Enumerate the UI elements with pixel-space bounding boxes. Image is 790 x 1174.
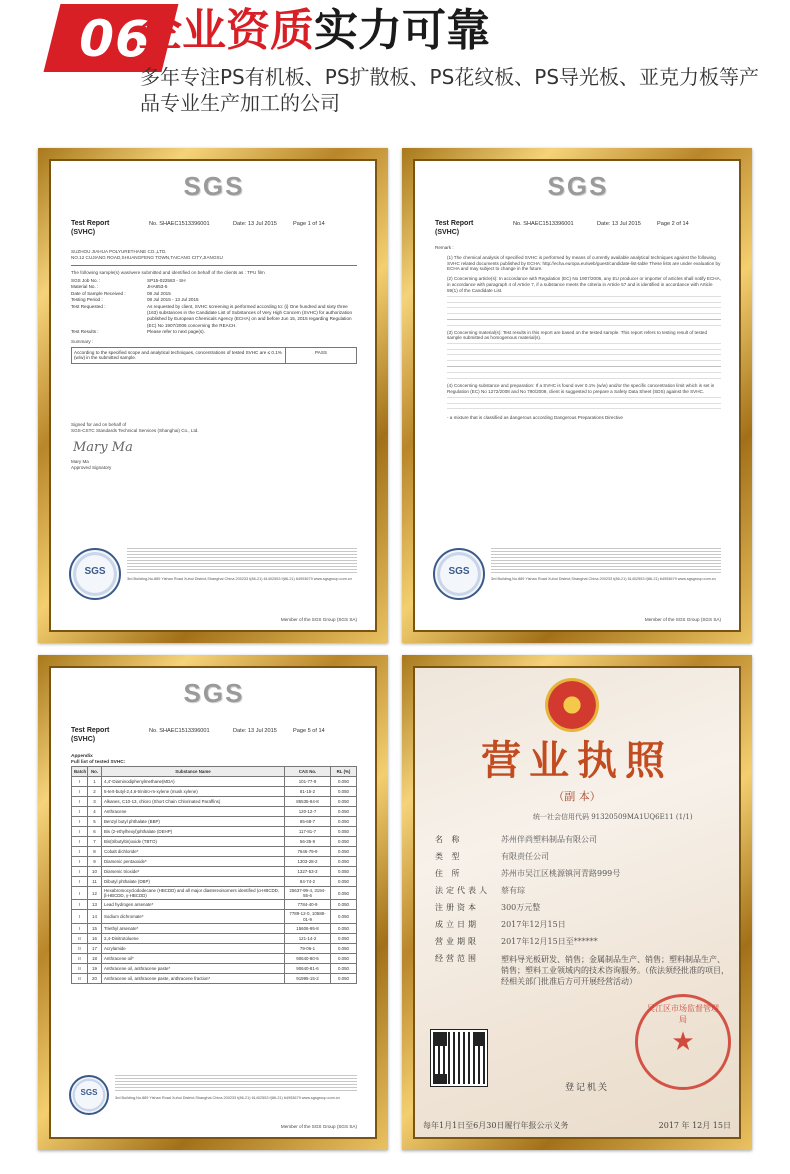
report-page: Page 2 of 14 [657,221,689,227]
license-footer [423,1120,731,1131]
report-field-label: Date of Sample Received : [71,290,126,296]
report-page: Page 5 of 14 [293,728,325,734]
summary-label: Summary : [71,338,94,344]
table-row [72,787,357,797]
table-cell: I [72,887,88,900]
certificate-frame-business-license [402,655,752,1150]
table-cell: Cobalt dichloride* [102,847,285,857]
remark-2-body [447,296,721,326]
table-cell: 15606-95-8 [285,923,331,933]
table-cell: 0.050 [331,777,357,787]
license-field-label: 法定代表人 [435,886,490,895]
table-cell: 0.050 [331,837,357,847]
report-fields [71,278,357,336]
table-cell: 12 [88,887,102,900]
appendix-heading: Appendix Full list of tested SVHC: [71,754,126,765]
table-cell: Diarsenic trioxide* [102,867,285,877]
issue-date: 2017 年 12月 15日 [658,1121,731,1130]
table-cell: 0.050 [331,910,357,923]
table-cell: 17 [88,943,102,953]
table-cell: 85535-84-8 [285,797,331,807]
table-cell: 8 [88,847,102,857]
report-date: Date: 13 Jul 2015 [233,728,277,734]
signer-title: Approved Signatory [71,464,112,470]
table-cell: 5 [88,817,102,827]
sgs-seal-icon: SGS [69,1075,109,1115]
qr-code-icon [431,1030,487,1086]
table-cell: 56-35-9 [285,837,331,847]
license-field-label: 注册资本 [435,903,479,912]
license-field-row [435,834,729,845]
table-cell: 1303-28-2 [285,857,331,867]
table-cell: 84-74-2 [285,877,331,887]
table-cell: 19 [88,963,102,973]
table-cell: 0.050 [331,963,357,973]
table-row [72,910,357,923]
table-cell: 13 [88,900,102,910]
official-stamp-icon [635,994,731,1090]
sgs-test-report-page-2 [415,161,739,630]
sgs-logo: SGS [183,678,245,708]
table-cell: II [72,963,88,973]
report-field-value: 08 Jul 2015 - 13 Jul 2015 [147,297,199,303]
table-row [72,900,357,910]
license-field-row [435,936,729,947]
table-cell: 4,4'-Diaminodiphenylmethane(MDA) [102,777,285,787]
table-row [72,777,357,787]
sgs-test-report-page-1 [51,161,375,630]
table-cell: 121-14-2 [285,933,331,943]
report-date: Date: 13 Jul 2015 [233,221,277,227]
remark-3: (3) Concerning material(s): Test results in this report are based on the tested sample. This report refers to testing result of tested sample submitted as homogenous material(s). [447,329,708,341]
remark-3-body [447,343,721,379]
table-row [72,837,357,847]
report-field-label: Test Requested : [71,303,106,309]
table-cell: 25637-99-4, 3194-55-6 [285,887,331,900]
table-cell: 7 [88,837,102,847]
table-cell: I [72,910,88,923]
table-cell: 0.050 [331,943,357,953]
table-cell: II [72,933,88,943]
table-cell: 4 [88,807,102,817]
table-header-cell: Substance Name [102,767,285,777]
table-cell: II [72,973,88,983]
report-field-label: Test Results : [71,329,99,335]
table-cell: 16 [88,933,102,943]
stamp-star-icon: ★ [671,1027,695,1057]
table-row [72,963,357,973]
license-field-value: 蔡有琮 [501,886,525,895]
remark-2: (2) Concerning article(s): In accordance with Regulation (EC) No 1907/2006, any EU producer or importer of articles shall notify ECHA, in accordance with paragraph 4 of Article 7, if a substance meets the criteria in Article 57 and is identified in accordance with Article 59(1) of the Candidate List. [447,276,721,293]
table-cell: Diarsenic pentaoxide* [102,857,285,867]
table-cell: Anthracene [102,807,285,817]
table-cell: I [72,867,88,877]
table-cell: Sodium dichromate* [102,910,285,923]
table-cell: 0.050 [331,797,357,807]
license-field-label: 成立日期 [435,920,479,929]
table-cell: 1327-53-3 [285,867,331,877]
table-cell: Alkanes, C10-13, chloro (Short Chain Chlorinated Paraffins) [102,797,285,807]
table-cell: I [72,900,88,910]
sgs-member-line: Member of the SGS Group (SGS SA) [280,617,357,622]
report-field-value: 08 Jul 2015 [147,290,171,296]
table-cell: I [72,797,88,807]
table-cell: 0.050 [331,923,357,933]
national-emblem-icon [545,678,599,732]
table-cell: 7646-79-9 [285,847,331,857]
license-title: 营业执照 [481,737,673,784]
table-row [72,943,357,953]
report-field-value: Please refer to next page(s). [147,329,205,335]
table-header-cell: CAS No. [285,767,331,777]
report-title: Test Report (SVHC) [71,220,110,236]
sgs-seal-icon: SGS [69,548,121,600]
table-cell: 7784-40-9 [285,900,331,910]
table-cell: 90640-80-5 [285,953,331,963]
table-cell: Acrylamide [102,943,285,953]
report-field-row [71,304,357,330]
table-header-cell: Batch [72,767,88,777]
sgs-seal-icon: SGS [433,548,485,600]
table-cell: 20 [88,973,102,983]
remark-5: - a mixture that is classified as dangerous according Dangerous Preparations Directive [447,414,623,420]
certificate-frame-sgs-page-1 [38,148,388,643]
table-cell: Triethyl arsenate* [102,923,285,933]
disclaimer-fine-print [127,548,357,574]
signed-for: Signed for and on behalf of SGS-CSTC Standards Technical Services (Shanghai) Co., Ltd. [71,421,199,433]
table-cell: I [72,877,88,887]
table-cell: Bis (2-ethylhexyl)phthalate (DEHP) [102,827,285,837]
remark-label: Remark : [435,245,454,250]
table-header-cell: No. [88,767,102,777]
table-cell: 120-12-7 [285,807,331,817]
table-row [72,857,357,867]
sgs-member-line: Member of the SGS Group (SGS SA) [644,617,721,622]
summary-box [71,347,357,364]
section-title-rest: 实力可靠 [314,5,490,56]
table-row [72,933,357,943]
table-row [72,817,357,827]
license-field-value: 苏州市吴江区桃源镇河青路999号 [501,869,621,878]
table-row [72,877,357,887]
table-row [72,867,357,877]
table-cell: 91995-15-2 [285,973,331,983]
license-field-row [435,902,729,913]
table-header-cell: RL (%) [331,767,357,777]
table-cell: 11 [88,877,102,887]
license-field-row [435,851,729,862]
report-number: No. SHAEC1513396001 [513,221,574,227]
table-cell: 14 [88,910,102,923]
table-cell: 10 [88,867,102,877]
table-row [72,953,357,963]
disclaimer-fine-print [491,548,721,574]
table-cell: 18 [88,953,102,963]
license-business-scope: 塑料导光板研发、销售；金属制品生产、销售；塑料制品生产、销售；塑料工业领域内的技术咨询服务。（依法须经批准的项目，经相关部门批准后方可开展经营活动） [501,955,729,986]
table-row [72,797,357,807]
table-cell: 6 [88,827,102,837]
table-cell: Anthracene oil* [102,953,285,963]
license-field-label: 类 型 [435,852,463,861]
table-cell: 2,4-Dinitrotoluene [102,933,285,943]
table-cell: Anthracene oil, anthracene paste* [102,963,285,973]
table-cell: 0.050 [331,817,357,827]
table-row [72,807,357,817]
section-subtitle: 多年专注PS有机板、PS扩散板、PS花纹板、PS导光板、亚克力板等产品专业生产加工的公司 [140,65,760,115]
table-cell: 15 [88,923,102,933]
certificate-frame-sgs-page-5 [38,655,388,1150]
license-field-row [435,919,729,930]
table-cell: 0.050 [331,867,357,877]
report-date: Date: 13 Jul 2015 [597,221,641,227]
report-title: Test Report (SVHC) [435,220,474,236]
stamp-text: 吴江区市场监督管理局 [647,1004,719,1024]
report-field-value: SP15-022583 - SH [147,278,186,283]
table-cell: 0.050 [331,807,357,817]
report-footer [69,1075,357,1115]
table-cell: 0.050 [331,953,357,963]
license-field-value: 有限责任公司 [501,852,549,861]
section-number: 06 [79,10,151,68]
table-cell: 85-68-7 [285,817,331,827]
signer-name: Mary Ma [71,458,89,464]
section-title-highlight: 企业资质 [138,5,314,56]
client-address: NO.12 CUJIANG ROAD,SHUANGFENG TOWN,TAICANG CITY,JIANGSU [71,255,223,260]
table-cell: 0.050 [331,933,357,943]
sgs-address: 3rd Building,No.889 Yishan Road Xuhui District,Shanghai China 200233 t(86-21) 61402553 f(86-21) 64953679 www.sgsgroup.com.cn [491,577,716,581]
report-page: Page 1 of 14 [293,221,325,227]
report-field-row [71,329,357,335]
sgs-address: 3rd Building,No.889 Yishan Road Xuhui District,Shanghai China 200233 t(86-21) 61402553 f(86-21) 64953679 www.sgsgroup.com.cn [115,1096,340,1100]
table-cell: Hexabromocyclododecane (HBCDD) and all major diastereoisomers identified (α-HBCDD, β-HBCDD, γ-HBCDD) [102,887,285,900]
license-credit-code: 统一社会信用代码 91320509MA1UQ6E11 (1/1) [533,813,693,821]
table-cell: 5-tert-butyl-2,4,6-trinitro-m-xylene (musk xylene) [102,787,285,797]
table-cell: I [72,837,88,847]
table-cell: 101-77-9 [285,777,331,787]
table-cell: 0.050 [331,973,357,983]
table-row [72,973,357,983]
table-cell: 79-06-1 [285,943,331,953]
table-cell: I [72,857,88,867]
report-number: No. SHAEC1513396001 [149,728,210,734]
table-cell: I [72,847,88,857]
sgs-logo: SGS [183,171,245,201]
table-cell: II [72,953,88,963]
remark-4-body [447,397,721,411]
table-row [72,887,357,900]
table-cell: 0.050 [331,857,357,867]
table-cell: 81-15-2 [285,787,331,797]
table-cell: 0.050 [331,900,357,910]
table-cell: 3 [88,797,102,807]
license-copy-label: （副 本） [553,790,601,803]
report-footer [69,544,357,606]
report-field-label: Testing Period : [71,297,103,303]
registration-authority: 登记机关 [565,1083,610,1093]
table-cell: 0.050 [331,827,357,837]
table-cell: Benzyl butyl phthalate (BBP) [102,817,285,827]
license-field-value: 2017年12月15日 [501,920,566,929]
table-cell: I [72,923,88,933]
license-field-label: 住 所 [435,869,463,878]
license-field-value: 2017年12月15日至****** [501,937,598,946]
license-field-label: 营业期限 [435,937,479,946]
table-cell: 0.050 [331,787,357,797]
table-cell: I [72,817,88,827]
report-field-value: As requested by client, SVHC screening is performed according to: (i) One hundred and sixty three (163) substances in the Candidate List of Substances of Very High Concern (SVHC) for authorization published by European Chemicals Agency (ECHA) on and before Jun 15, 2015 regarding Regulation (EC) No 1907/2006 concerning the REACH. [147,303,353,328]
signature: Mary Ma [73,439,133,455]
sample-intro: The following sample(s) was/were submitted and identified on behalf of the clients as : TPU film [71,270,265,275]
license-field-label: 名 称 [435,835,463,844]
table-cell: Dibutyl phthalate (DBP) [102,877,285,887]
license-field-value: 苏州伴尚塑料制品有限公司 [501,835,597,844]
table-cell: 1 [88,777,102,787]
table-cell: Anthracene oil, anthracene paste, anthracene fraction* [102,973,285,983]
report-title: Test Report (SVHC) [71,727,110,743]
remark-1: (1) The chemical analysis of specified SVHC is performed by means of currently available analytical techniques against the following SVHC related documents published by ECHA: http://echa.europa.eu/web/guest/candidate-list-table These lists are under evaluation by ECHA and may subject to change in the future. [447,254,721,272]
report-number: No. SHAEC1513396001 [149,221,210,227]
annual-report-note: 每年1月1日至6月30日履行年报公示义务 [423,1121,569,1130]
summary-text: According to the specified scope and analytical techniques, concentrations of tested SVHC are ≤ 0.1% (w/w) in the submitted sample. [72,348,286,363]
table-cell: 0.050 [331,847,357,857]
table-cell: 0.050 [331,887,357,900]
license-field-label: 经营范围 [435,954,479,963]
sgs-test-report-page-5 [51,668,375,1137]
section-header [0,0,790,130]
sgs-address: 3rd Building,No.889 Yishan Road Xuhui District,Shanghai China 200233 t(86-21) 61402553 f(86-21) 64953679 www.sgsgroup.com.cn [127,577,352,581]
report-field-value: JHA853-5 [147,284,168,290]
table-cell: II [72,943,88,953]
sgs-member-line: Member of the SGS Group (SGS SA) [280,1124,357,1129]
table-cell: 117-81-7 [285,827,331,837]
disclaimer-fine-print [115,1075,357,1093]
table-cell: I [72,807,88,817]
table-cell: 0.050 [331,877,357,887]
section-title [138,4,490,58]
report-field-label: Material No. : [71,284,99,290]
client-name: SUZHOU JIAHUA POLYURETHANE CO.,LTD. [71,249,167,254]
business-license [415,668,739,1137]
report-field-label: SGS Job No. : [71,278,101,283]
table-cell: 9 [88,857,102,867]
table-cell: Lead hydrogen arsenate* [102,900,285,910]
table-cell: 7789-12-0, 10588-01-9 [285,910,331,923]
remark-4: (4) Concerning substance and preparation: If a SVHC is found over 0.1% (w/w) and/or the specific concentration limit which is set in Regulation (EC) No 1272/2008 and No 790/2009, client is suggested to prepare a Safety Data Sheet (SDS) against the SVHC. [447,383,715,394]
sgs-logo: SGS [547,171,609,201]
table-row [72,847,357,857]
license-field-row [435,885,729,896]
summary-result: PASS [315,349,327,355]
report-footer [433,544,721,606]
table-cell: 2 [88,787,102,797]
certificate-frame-sgs-page-2 [402,148,752,643]
table-row [72,923,357,933]
table-cell: I [72,827,88,837]
table-cell: 90640-81-6 [285,963,331,973]
svhc-table [71,766,357,984]
table-cell: Bis(tributyltin)oxide (TBTO) [102,837,285,847]
license-field-value: 300万元整 [501,903,541,912]
license-field-row [435,868,729,879]
table-row [72,827,357,837]
table-cell: I [72,777,88,787]
table-cell: I [72,787,88,797]
